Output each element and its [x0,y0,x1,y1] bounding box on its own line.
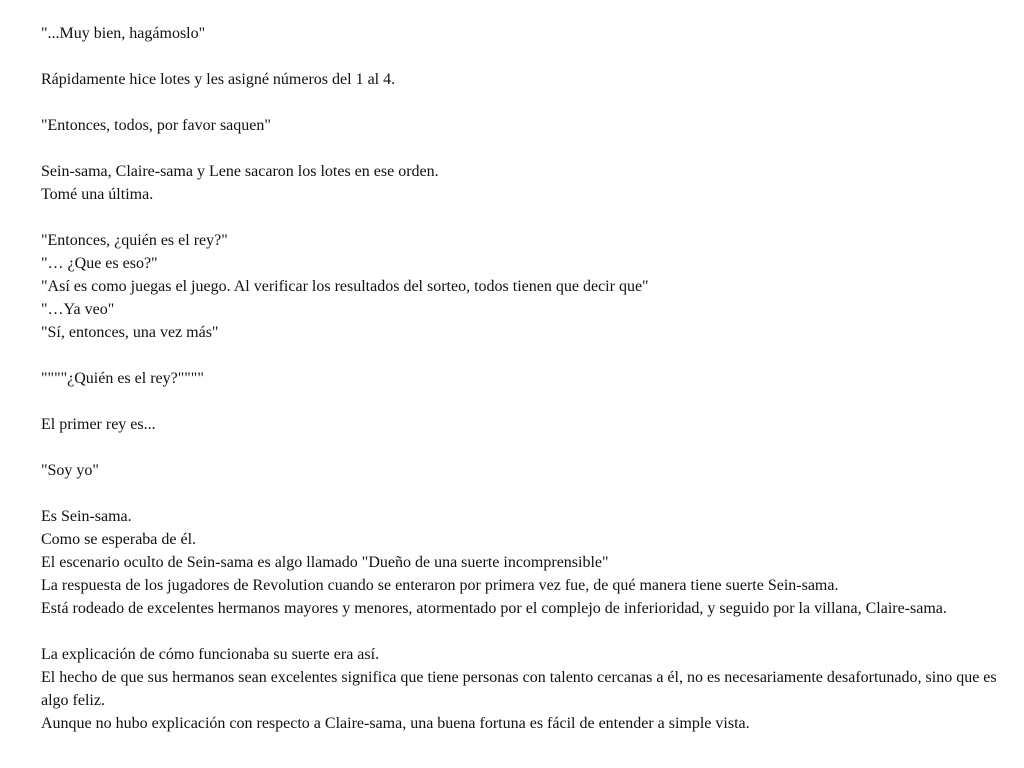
text-line: Está rodeado de excelentes hermanos mayores y menores, atormentado por el complejo de inferioridad, y seguido por la villana, Claire-sama. [41,600,947,617]
paragraph [41,114,1001,137]
text-line: El hecho de que sus hermanos sean excelentes significa que tiene personas con talento cercanas a él, no es necesariamente desafortunado, sino que es algo feliz. [41,669,1001,709]
text-line: "Sí, entonces, una vez más" [41,324,219,341]
text-line: "...Muy bien, hagámoslo" [41,25,206,42]
text-line: El primer rey es... [41,416,156,433]
text-line: "Entonces, ¿quién es el rey?" [41,232,228,249]
paragraph [41,367,1001,390]
paragraph [41,229,1001,344]
paragraph [41,505,1001,620]
text-line: Aunque no hubo explicación con respecto a Claire-sama, una buena fortuna es fácil de entender a simple vista. [41,715,750,732]
paragraph [41,68,1001,91]
text-line: La explicación de cómo funcionaba su suerte era así. [41,646,380,663]
text-line: El escenario oculto de Sein-sama es algo llamado "Dueño de una suerte incomprensible" [41,554,609,571]
text-line: Rápidamente hice lotes y les asigné números del 1 al 4. [41,71,396,88]
text-line: "…Ya veo" [41,301,115,318]
paragraph [41,22,1001,45]
text-line: "Entonces, todos, por favor saquen" [41,117,271,134]
document-body [41,22,1001,758]
text-line: "Soy yo" [41,462,99,479]
paragraph [41,413,1001,436]
text-line: """"¿Quién es el rey?"""" [41,370,204,387]
text-line: Como se esperaba de él. [41,531,197,548]
text-line: Es Sein-sama. [41,508,132,525]
paragraph [41,160,1001,206]
text-line: Tomé una última. [41,186,154,203]
text-line: Sein-sama, Claire-sama y Lene sacaron los lotes en ese orden. [41,163,439,180]
text-line: "Así es como juegas el juego. Al verificar los resultados del sorteo, todos tienen que decir que" [41,278,649,295]
paragraph [41,643,1001,735]
paragraph [41,459,1001,482]
text-line: La respuesta de los jugadores de Revolution cuando se enteraron por primera vez fue, de qué manera tiene suerte Sein-sama. [41,577,839,594]
text-line: "… ¿Que es eso?" [41,255,158,272]
